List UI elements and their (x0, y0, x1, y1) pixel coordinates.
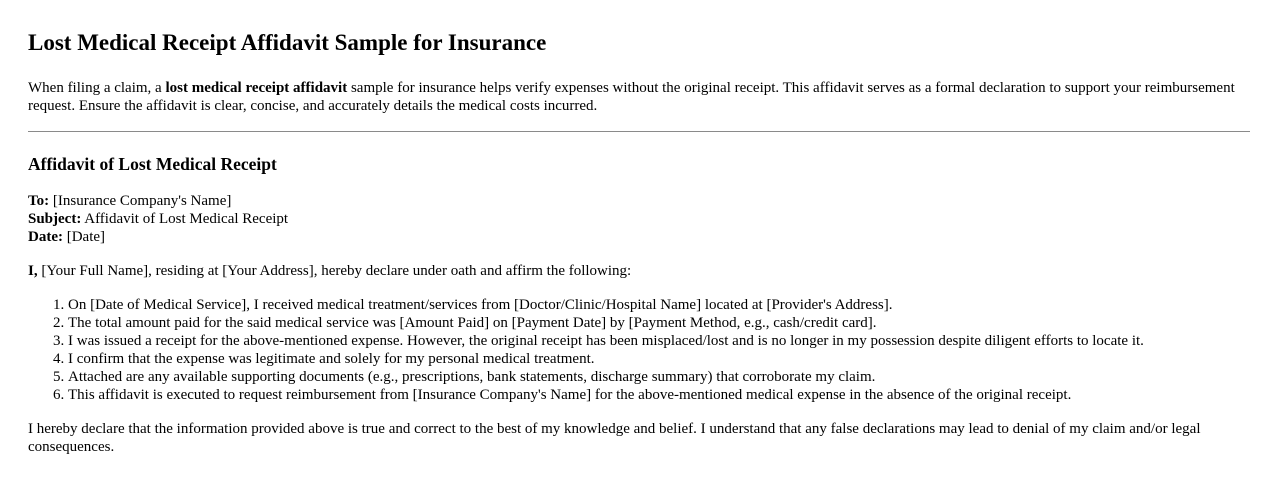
meta-date-label: Date: (28, 229, 63, 245)
list-item: 2. The total amount paid for the said medical service was [Amount Paid] on [Payment Date] by [Payment Method, e.g., cash/credit card]. (68, 314, 1250, 332)
declaration-label: I, (28, 263, 38, 279)
list-item: 5. Attached are any available supporting documents (e.g., prescriptions, bank statements, discharge summary) that corroborate my claim. (68, 368, 1250, 386)
meta-subject-value: Affidavit of Lost Medical Receipt (81, 211, 289, 227)
intro-text-before: When filing a claim, a (28, 80, 166, 96)
list-item: 3. I was issued a receipt for the above-mentioned expense. However, the original receipt has been misplaced/lost and is no longer in my possession despite diligent efforts to locate it. (68, 332, 1250, 350)
meta-to-value: [Insurance Company's Name] (49, 193, 232, 209)
closing-paragraph: I hereby declare that the information provided above is true and correct to the best of my knowledge and belief. I understand that any false declarations may lead to denial of my claim and/or legal consequences. (28, 421, 1201, 455)
page-title: Lost Medical Receipt Affidavit Sample for Insurance (28, 30, 547, 55)
meta-date-value: [Date] (62, 229, 106, 245)
list-item: 1. On [Date of Medical Service], I received medical treatment/services from [Doctor/Clinic/Hospital Name] located at [Provider's Address]. (68, 296, 1250, 314)
meta-to (28, 192, 1250, 210)
declaration-paragraph (28, 262, 1250, 280)
affidavit-meta (28, 192, 1250, 246)
declaration-text: [Your Full Name], residing at [Your Address], hereby declare under oath and affirm the following: (37, 263, 632, 279)
intro-text-after: sample for insurance helps verify expenses without the original receipt. This affidavit serves as a formal declaration to support your reimbursement request. Ensure the affidavit is clear, concise, and accurately details the medical costs incurred. (28, 80, 1235, 114)
intro-paragraph (28, 79, 1250, 115)
list-item: 4. I confirm that the expense was legitimate and solely for my personal medical treatment. (68, 350, 1250, 368)
affidavit-heading: Affidavit of Lost Medical Receipt (28, 154, 277, 174)
intro-keyword: lost medical receipt affidavit (165, 80, 348, 96)
meta-date (28, 228, 1250, 246)
list-item: 6. This affidavit is executed to request reimbursement from [Insurance Company's Name] for the above-mentioned medical expense in the absence of the original receipt. (68, 386, 1250, 404)
meta-subject-label: Subject: (28, 211, 82, 227)
affirmation-list (28, 296, 1250, 404)
meta-subject (28, 210, 1250, 228)
meta-to-label: To: (28, 193, 50, 209)
section-divider (28, 131, 1250, 132)
